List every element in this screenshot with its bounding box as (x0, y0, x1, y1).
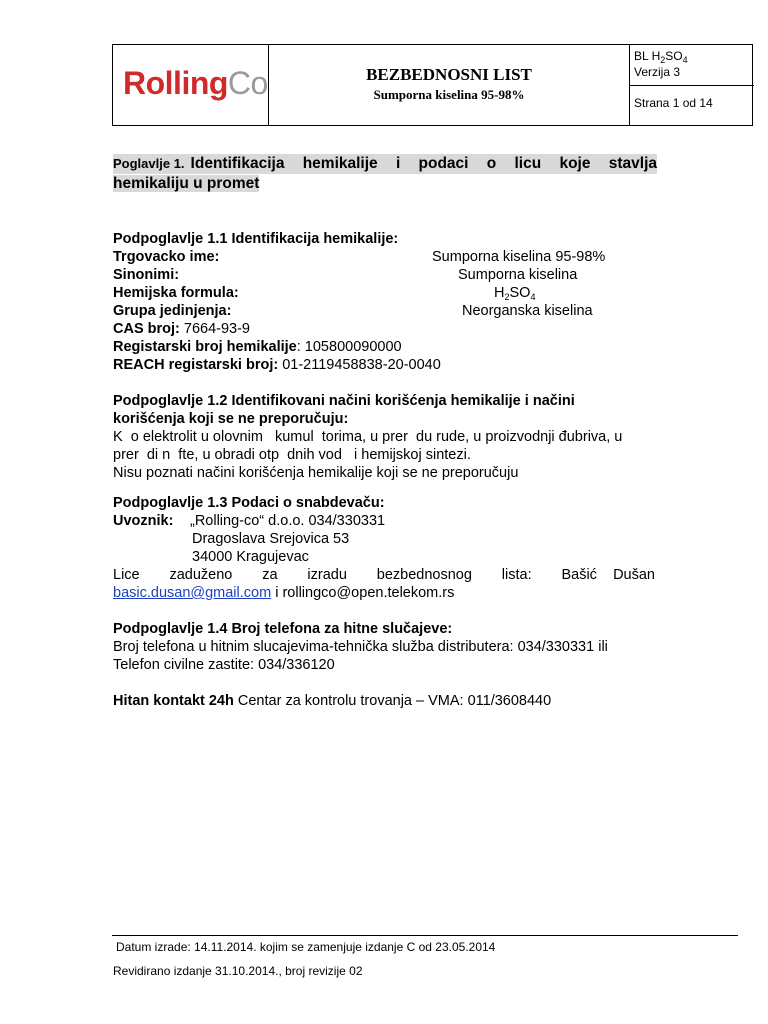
chapter-title-line1: Identifikacija hemikalije i podaci o licu koje stavlja (185, 154, 657, 174)
s12-line1: K o elektrolit u olovnim kumul torima, u prer du rude, u proizvodnji đubriva, u (113, 429, 623, 445)
chapter-label: Poglavlje 1. (113, 154, 185, 174)
synonyms-value: Sumporna kiselina (458, 267, 578, 283)
chapter-heading (113, 154, 657, 194)
footer-line2: Revidirano izdanje 31.10.2014., broj revizije 02 (113, 964, 363, 978)
doc-code: BL $H_2SO_4$ (634, 49, 688, 65)
address-line1: Dragoslava Srejovica 53 (192, 531, 350, 547)
s11-heading: Podpoglavlje 1.1 Identifikacija hemikalije: (113, 231, 399, 247)
footer-line1: Datum izrade: 14.11.2014. kojim se zamenjuje izdanje C od 23.05.2014 (116, 940, 496, 954)
s14-heading: Podpoglavlje 1.4 Broj telefona za hitne slučajeve: (113, 621, 453, 637)
doc-code-cell (630, 45, 754, 86)
trade-name-value: Sumporna kiselina 95-98% (432, 249, 606, 265)
email-link[interactable]: basic.dusan@gmail.com (113, 585, 272, 601)
document-title: BEZBEDNOSNI LIST (366, 65, 532, 84)
footer-divider (112, 935, 738, 936)
s12-line3: Nisu poznati načini korišćenja hemikalije koji se ne preporučuju (113, 465, 519, 481)
trade-name-label: Trgovacko ime: (113, 249, 220, 265)
page-number: Strana 1 od 14 (634, 96, 713, 110)
emails-line: basic.dusan@gmail.com i rollingco@open.telekom.rs (113, 585, 455, 601)
group-label: Grupa jedinjenja: (113, 303, 232, 319)
logo-text-co: Co (227, 65, 268, 101)
emergency-contact: Hitan kontakt 24h Centar za kontrolu trovanja – VMA: 011/3608440 (113, 693, 552, 709)
s12-line2: prer di n fte, u obradi otp dnih vod i hemijskoj sintezi. (113, 447, 471, 463)
s12-heading-line2: korišćenja koji se ne preporučuju: (113, 411, 349, 427)
registry-row: Registarski broj hemikalije: 105800090000 (113, 339, 402, 355)
s13-heading: Podpoglavlje 1.3 Podaci o snabdevaču: (113, 495, 385, 511)
info-cell (629, 45, 754, 125)
company-logo (123, 65, 268, 102)
responsible-person-line: Lice zaduženo za izradu bezbednosnog lista: Bašić Dušan (113, 567, 655, 583)
group-value: Neorganska kiselina (462, 303, 593, 319)
formula-label: Hemijska formula: (113, 285, 239, 301)
address-line2: 34000 Kragujevac (192, 549, 309, 565)
cas-row: CAS broj: 7664-93-9 (113, 321, 250, 337)
reach-row: REACH registarski broj: 01-2119458838-20-0040 (113, 357, 441, 373)
document-subtitle: Sumporna kiselina 95-98% (373, 87, 525, 102)
header-table (112, 44, 753, 126)
synonyms-label: Sinonimi: (113, 267, 180, 283)
formula-value: $H_2SO_4$ (494, 285, 536, 302)
chapter-title-line2: hemikaliju u promet (113, 175, 260, 192)
logo-cell (113, 45, 269, 125)
s12-heading-line1: Podpoglavlje 1.2 Identifikovani načini korišćenja hemikalije i načini (113, 393, 575, 409)
importer-value: „Rolling-co“ d.o.o. 034/330331 (190, 513, 386, 529)
s14-line1: Broj telefona u hitnim slucajevima-tehnička služba distributera: 034/330331 ili (113, 639, 608, 655)
page-cell (630, 86, 754, 125)
version: Verzija 3 (634, 65, 681, 79)
s14-line2: Telefon civilne zastite: 034/336120 (113, 657, 335, 673)
logo-text-rolling: Rolling (123, 65, 228, 101)
importer-label: Uvoznik: (113, 513, 174, 529)
